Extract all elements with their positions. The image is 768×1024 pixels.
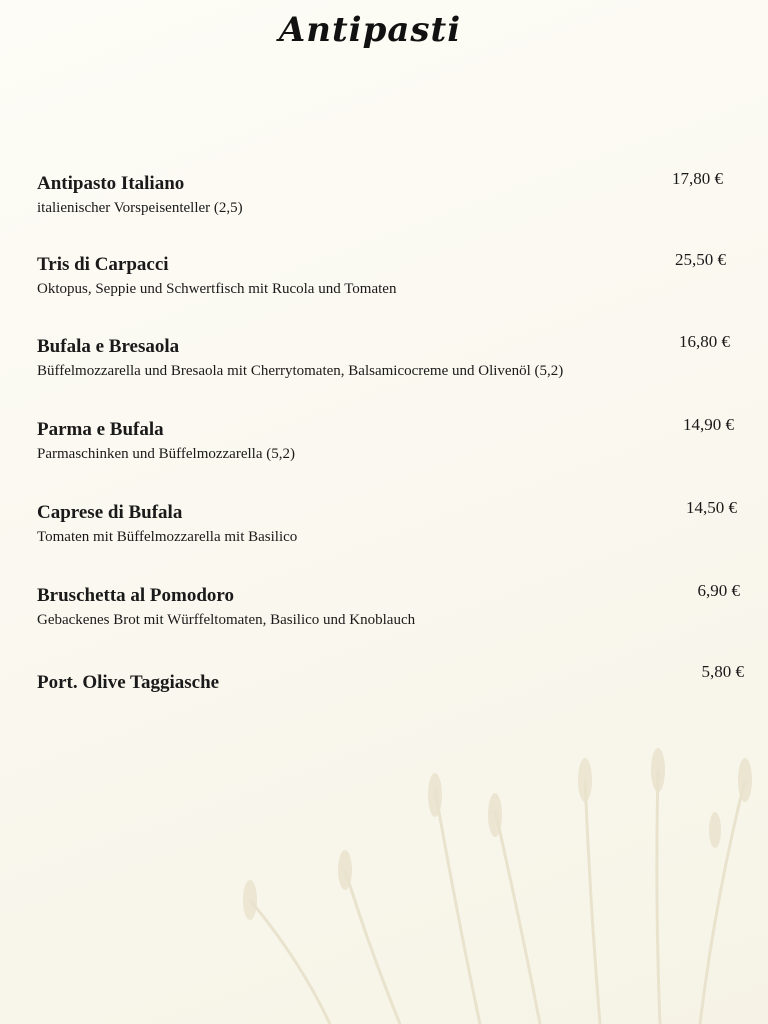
item-price: 5,80 € xyxy=(701,662,744,681)
item-name: Bruschetta al Pomodoro xyxy=(37,585,235,606)
item-name: Port. Olive Taggiasche xyxy=(37,672,220,693)
item-name: Caprese di Bufala xyxy=(37,502,183,523)
item-name: Tris di Carpacci xyxy=(37,254,169,275)
item-description: italienischer Vorspeisenteller (2,5) xyxy=(37,200,243,216)
item-description: Büffelmozzarella und Bresaola mit Cherrytomaten, Balsamicocreme und Olivenöl (5,2) xyxy=(37,363,564,379)
item-price: 17,80 € xyxy=(672,169,723,188)
item-price: 16,80 € xyxy=(679,332,730,351)
item-name: Parma e Bufala xyxy=(37,419,164,440)
item-price: 14,90 € xyxy=(683,415,734,434)
item-name: Bufala e Bresaola xyxy=(37,336,180,357)
page-title: Antipasti xyxy=(278,10,462,50)
item-price: 14,50 € xyxy=(686,498,737,517)
item-price: 25,50 € xyxy=(675,250,726,269)
item-description: Tomaten mit Büffelmozzarella mit Basilico xyxy=(37,529,298,545)
item-description: Parmaschinken und Büffelmozzarella (5,2) xyxy=(37,446,295,462)
item-price: 6,90 € xyxy=(697,581,740,600)
item-name: Antipasto Italiano xyxy=(37,173,185,194)
item-description: Oktopus, Seppie und Schwertfisch mit Rucola und Tomaten xyxy=(37,281,397,297)
item-description: Gebackenes Brot mit Würffeltomaten, Basilico und Knoblauch xyxy=(37,612,416,628)
